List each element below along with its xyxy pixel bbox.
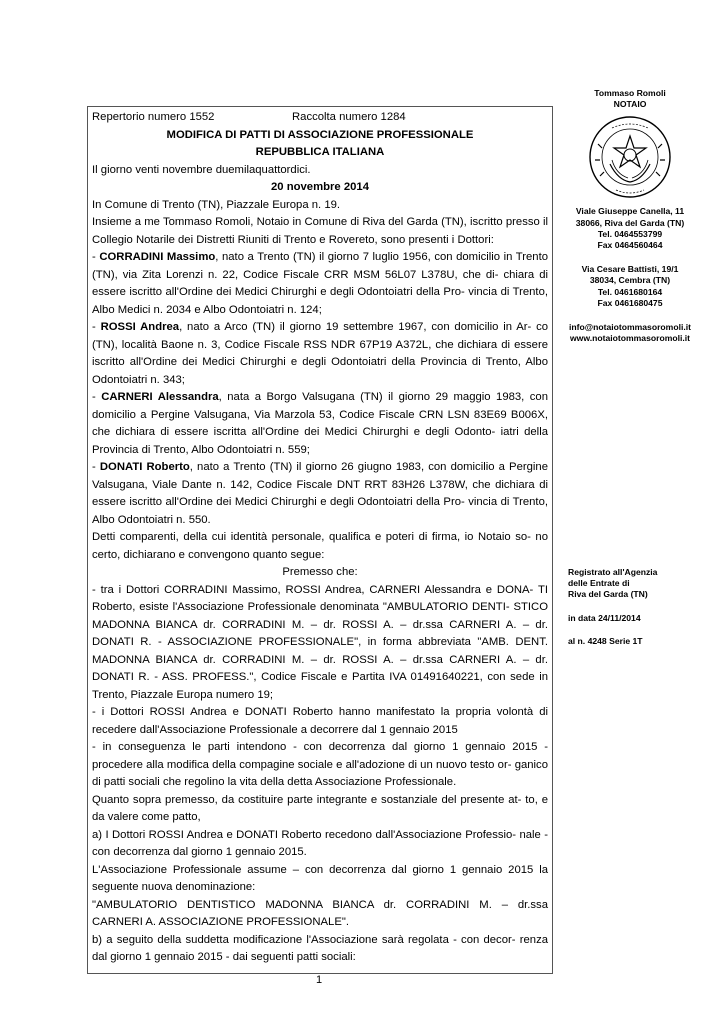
- raccolta: Raccolta numero 1284: [292, 111, 406, 123]
- registration-line: Riva del Garda (TN): [568, 589, 648, 600]
- person-name: DONATI Roberto: [99, 461, 190, 473]
- office-line: Via Cesare Battisti, 19/1: [581, 264, 679, 275]
- person-details: , nata a Borgo Valsugana (TN) il giorno 29 maggio 1983, con domicilio a Pergine Valsugana, Via Marzola 53, Codice Fiscale CRN LSN 83E69 B006X, che dichiara di essere iscritta all'Ordine dei Medici Chirurghi e degli Odonto- iatri della Provincia di Trento, Albo Odontoiatri n. 559;: [92, 391, 548, 456]
- registration-number: al n. 4248 Serie 1T: [568, 635, 643, 646]
- office-line: Fax 0464560464: [597, 240, 663, 251]
- header-line: [92, 109, 548, 127]
- registration-stamp: [568, 567, 708, 647]
- contacts: [556, 322, 704, 344]
- office-line: Tel. 0461680164: [597, 286, 663, 297]
- person-details: , nato a Trento (TN) il giorno 26 giugno 1983, con domicilio a Pergine Valsugana, Viale Dante n. 142, Codice Fiscale DNT RRT 83H26 L378W, che dichiara di essere iscritto all'Ordine dei Medici Chirurghi e degli Odontoiatri della Pro- vincia di Trento, Albo Odontoiatri n. 550.: [92, 461, 548, 526]
- conseguenza-paragraph: - in conseguenza le parti intendono - con decorrenza dal giorno 1 gennaio 2015 - procedere alla modifica della compagine sociale e all'adozione di un nuovo testo or- ganico di patti sociali che regolino la vita della detta Associazione Professionale.: [92, 741, 548, 788]
- intro-date: Il giorno venti novembre duemilaquattordici.: [92, 163, 311, 176]
- page-number: 1: [316, 974, 323, 986]
- notary-seal-icon: [588, 114, 672, 200]
- notary-letterhead: [556, 88, 704, 344]
- office-cembra: [556, 264, 704, 309]
- office-riva: [556, 206, 704, 251]
- recesso-paragraph: - i Dottori ROSSI Andrea e DONATI Roberto hanno manifestato la propria volontà di recedere dall'Associazione Professionale a decorrere dal 1 gennaio 2015: [92, 706, 548, 736]
- clause-b: b) a seguito della suddetta modificazione l'Associazione sarà regolata - con decor- renza dal giorno 1 gennaio 2015 - dai seguenti patti sociali:: [92, 933, 548, 963]
- document-body: [87, 106, 553, 974]
- doc-subtitle: REPUBBLICA ITALIANA: [255, 146, 385, 158]
- detti-paragraph: Detti comparenti, della cui identità personale, qualifica e poteri di firma, io Notaio so- no certo, dichiarano e convengono quanto segue:: [92, 531, 548, 561]
- person-donati: - DONATI Roberto, nato a Trento (TN) il giorno 26 giugno 1983, con domicilio a Pergine Valsugana, Viale Dante n. 142, Codice Fiscale DNT RRT 83H26 L378W, che dichiara di essere iscritto all'Ordine dei Medici Chirurghi e degli Odontoiatri della Pro- vincia di Trento, Albo Odontoiatri n. 550.: [92, 461, 548, 526]
- office-line: Fax 0461680475: [597, 297, 663, 308]
- person-name: ROSSI Andrea: [100, 321, 180, 333]
- clause-a: a) I Dottori ROSSI Andrea e DONATI Roberto recedono dall'Associazione Professio- nale - con decorrenza dal giorno 1 gennaio 2015.: [92, 828, 548, 858]
- office-line: Viale Giuseppe Canella, 11: [575, 206, 685, 217]
- registration-line: delle Entrate di: [568, 578, 630, 589]
- person-name: CORRADINI Massimo: [99, 251, 216, 263]
- office-line: 38034, Cembra (TN): [589, 275, 671, 286]
- registration-line: Registrato all'Agenzia: [568, 567, 658, 577]
- place: In Comune di Trento (TN), Piazzale Europa n. 19.: [92, 198, 341, 211]
- insieme-paragraph: Insieme a me Tommaso Romoli, Notaio in Comune di Riva del Garda (TN), iscritto presso il Collegio Notarile dei Distretti Riuniti di Trento e Rovereto, sono presenti i Dottori:: [92, 216, 548, 246]
- quanto-paragraph: Quanto sopra premesso, da costituire parte integrante e sostanziale del presente at- to, e da valere come patto,: [92, 793, 548, 823]
- notary-name: Tommaso Romoli: [594, 88, 666, 98]
- website-link[interactable]: www.notaiotommasoromoli.it: [570, 333, 690, 344]
- repertorio: Repertorio numero 1552: [92, 111, 215, 123]
- person-carneri: - CARNERI Alessandra, nata a Borgo Valsugana (TN) il giorno 29 maggio 1983, con domicilio a Pergine Valsugana, Via Marzola 53, Codice Fiscale CRN LSN 83E69 B006X, che dichiara di essere iscritta all'Ordine dei Medici Chirurghi e degli Odonto- iatri della Provincia di Trento, Albo Odontoiatri n. 559;: [92, 391, 548, 456]
- office-line: 38066, Riva del Garda (TN): [575, 217, 685, 228]
- new-denomination: "AMBULATORIO DENTISTICO MADONNA BIANCA dr. CORRADINI M. – dr.ssa CARNERI A. ASSOCIAZIONE PROFESSIONALE".: [92, 898, 548, 928]
- tra-paragraph: - tra i Dottori CORRADINI Massimo, ROSSI Andrea, CARNERI Alessandra e DONA- TI Roberto, esiste l'Associazione Professionale denominata "AMBULATORIO DENTI- STICO MADONNA BIANCA dr. CORRADINI M. – dr. ROSSI A. – dr.ssa CARNERI A. – dr. DONATI R. - ASSOCIAZIONE PROFESSIONALE", in forma abbreviata "AMB. DENT. MADONNA BIANCA dr. CORRADINI M. – dr. ROSSI A. – dr.ssa CARNERI A. – dr. DONATI R. - ASS. PROFESS.", Codice Fiscale e Partita IVA 01491640221, con sede in Trento, Piazzale Europa numero 19;: [92, 583, 548, 701]
- premesso-heading: Premesso che:: [282, 566, 358, 578]
- person-name: CARNERI Alessandra: [101, 391, 219, 403]
- person-details: , nato a Arco (TN) il giorno 19 settembre 1967, con domicilio in Ar- co (TN), località Baone n. 3, Codice Fiscale RSS NDR 67P19 A372L, che dichiara di essere iscritto all'Ordine dei Medici Chirurghi e degli Odontoiatri della Provincia di Trento, Albo Odontoiatri n. 343;: [92, 321, 549, 386]
- doc-date: 20 novembre 2014: [271, 181, 369, 193]
- person-corradini: - CORRADINI Massimo, nato a Trento (TN) il giorno 7 luglio 1956, con domicilio in Trento (TN), via Zita Lorenzi n. 22, Codice Fiscale CRR MSM 56L07 L378U, che di- chiara di essere iscritto all'Ordine dei Medici Chirurghi e degli Odontoiatri della Pro- vincia di Trento, Albo Medici n. 2034 e Albo Odontoiatri n. 124;: [92, 251, 549, 316]
- notary-title: NOTAIO: [613, 99, 647, 110]
- email-link[interactable]: info@notaiotommasoromoli.it: [568, 322, 691, 333]
- person-rossi: - ROSSI Andrea, nato a Arco (TN) il giorno 19 settembre 1967, con domicilio in Ar- co (TN), località Baone n. 3, Codice Fiscale RSS NDR 67P19 A372L, che dichiara di essere iscritto all'Ordine dei Medici Chirurghi e degli Odontoiatri della Provincia di Trento, Albo Odontoiatri n. 343;: [92, 321, 549, 386]
- person-details: , nato a Trento (TN) il giorno 7 luglio 1956, con domicilio in Trento (TN), via Zita Lorenzi n. 22, Codice Fiscale CRR MSM 56L07 L378U, che di- chiara di essere iscritto all'Ordine dei Medici Chirurghi e degli Odontoiatri della Pro- vincia di Trento, Albo Medici n. 2034 e Albo Odontoiatri n. 124;: [92, 251, 549, 316]
- registration-date: in data 24/11/2014: [568, 612, 641, 623]
- associazione-paragraph: L'Associazione Professionale assume – con decorrenza dal giorno 1 gennaio 2015 la seguente nuova denominazione:: [92, 863, 548, 893]
- office-line: Tel. 0464553799: [597, 228, 663, 239]
- doc-title: MODIFICA DI PATTI DI ASSOCIAZIONE PROFESSIONALE: [166, 128, 474, 141]
